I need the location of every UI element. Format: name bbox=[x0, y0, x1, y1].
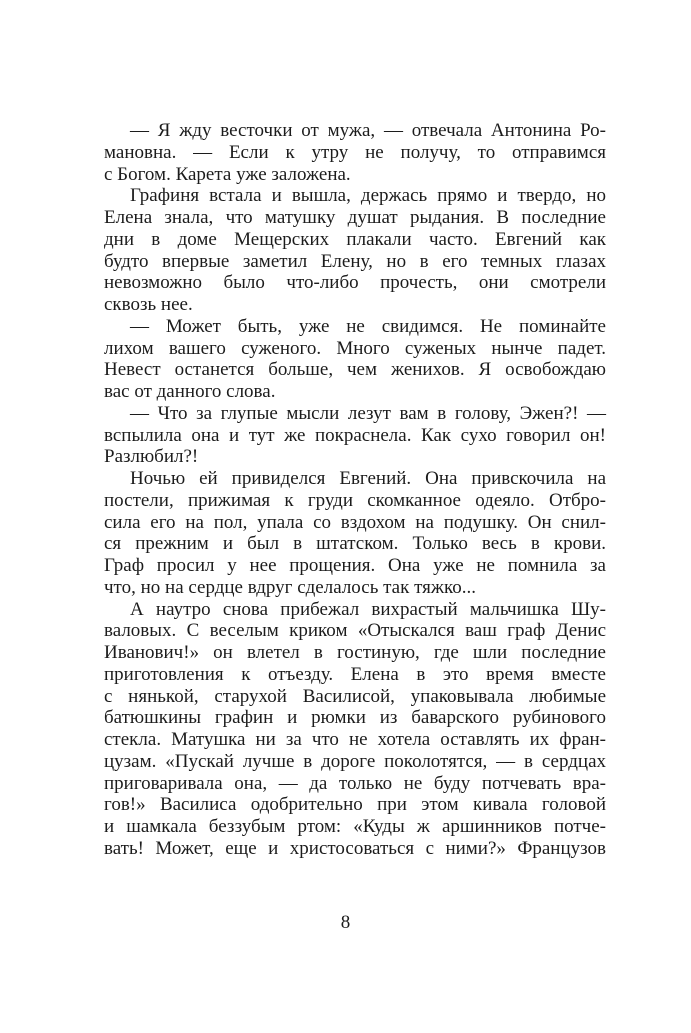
text-line: с нянькой, старухой Василисой, упаковывала любимые bbox=[104, 685, 606, 707]
text-line: с Богом. Карета уже заложена. bbox=[104, 163, 351, 185]
text-line: приготовления к отъезду. Елена в это время вместе bbox=[104, 663, 606, 685]
text-line: Невест останется больше, чем женихов. Я освобождаю bbox=[104, 359, 606, 381]
text-line: и шамкала беззубым ртом: «Куды ж аршинников потче- bbox=[104, 816, 606, 837]
text-line: Разлюбил?! bbox=[104, 446, 199, 468]
text-line: лихом вашего суженого. Много суженых нынче падет. bbox=[104, 337, 606, 359]
text-line: стекла. Матушка ни за что не хотела оставлять их фран- bbox=[104, 729, 606, 750]
text-line: — Я жду весточки от мужа, — отвечала Антонина Ро- bbox=[130, 120, 606, 141]
text-line: гов!» Василиса одобрительно при этом кивала головой bbox=[104, 794, 606, 816]
text-line: Графиня встала и вышла, держась прямо и твердо, но bbox=[130, 185, 606, 207]
text-line: вспылила она и тут же покраснела. Как сухо говорил он! bbox=[104, 424, 606, 446]
text-line: дни в доме Мещерских плакали часто. Евгений как bbox=[104, 228, 606, 250]
text-line: — Может быть, уже не свидимся. Не поминайте bbox=[130, 315, 606, 337]
text-line: что, но на сердце вдруг сделалось так тяжко... bbox=[104, 576, 477, 598]
text-line: вас от данного слова. bbox=[104, 381, 276, 402]
text-line: будто впервые заметил Елену, но в его темных глазах bbox=[104, 250, 606, 272]
body-text bbox=[104, 120, 606, 860]
page-number: 8 bbox=[340, 912, 351, 933]
text-line: А наутро снова прибежал вихрастый мальчишка Шу- bbox=[130, 598, 606, 620]
text-line: цузам. «Пускай лучше в дороге поколотятся, — в сердцах bbox=[104, 750, 606, 772]
text-line: Иванович!» он влетел в гостиную, где шли последние bbox=[104, 642, 606, 663]
text-line: Елена знала, что матушку душат рыдания. В последние bbox=[104, 207, 606, 228]
text-line: ся прежним и был в штатском. Только весь в крови. bbox=[104, 533, 606, 555]
text-line: валовых. С веселым криком «Отыскался ваш граф Денис bbox=[104, 620, 606, 642]
text-line: вать! Может, еще и христосоваться с ними?» Французов bbox=[104, 837, 606, 859]
text-line: Граф просил у нее прощения. Она уже не помнила за bbox=[104, 555, 606, 576]
text-line: мановна. — Если к утру не получу, то отправимся bbox=[104, 141, 606, 163]
text-line: — Что за глупые мысли лезут вам в голову, Эжен?! — bbox=[130, 402, 606, 424]
text-line: батюшкины графин и рюмки из баварского рубинового bbox=[104, 707, 606, 729]
text-line: невозможно было что-либо прочесть, они смотрели bbox=[104, 272, 606, 294]
text-line: приговаривала она, — да только не буду потчевать вра- bbox=[104, 772, 606, 794]
text-line: сила его на пол, упала со вздохом на подушку. Он снил- bbox=[104, 511, 606, 533]
text-line: Ночью ей привиделся Евгений. Она привскочила на bbox=[130, 468, 606, 489]
text-line: постели, прижимая к груди скомканное одеяло. Отбро- bbox=[104, 489, 606, 511]
text-line: сквозь нее. bbox=[104, 294, 193, 315]
